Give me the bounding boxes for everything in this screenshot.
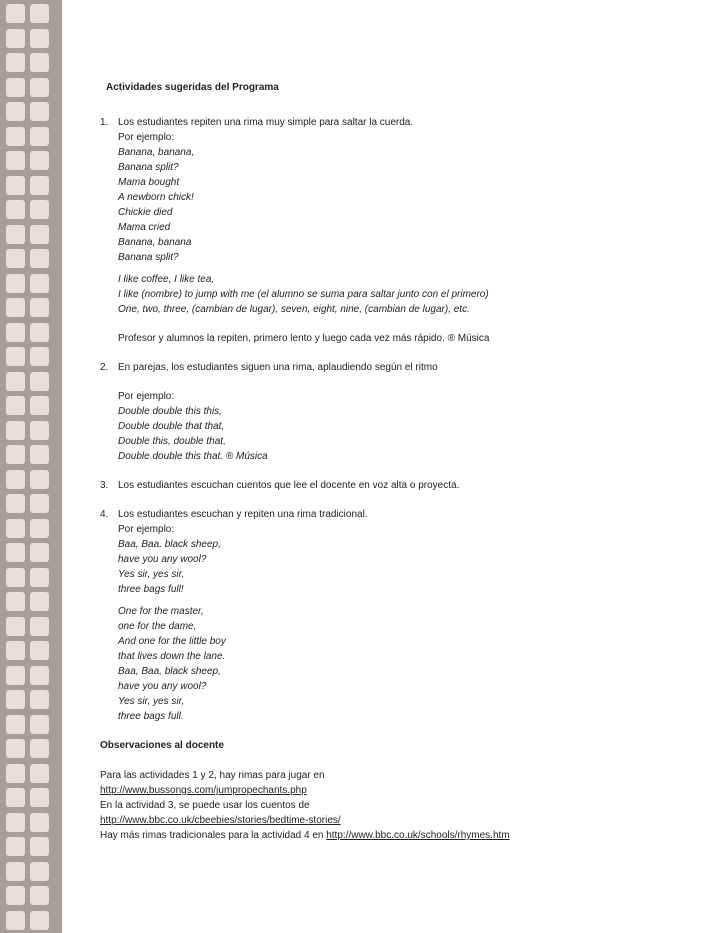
decorative-square bbox=[6, 298, 25, 317]
resource-link[interactable]: http://www.bbc.co.uk/cbeebies/stories/bedtime-stories/ bbox=[100, 815, 341, 826]
observation-line: En la actividad 3, se puede usar los cuentos de bbox=[100, 800, 310, 811]
item-number: 3. bbox=[100, 480, 109, 491]
decorative-square bbox=[30, 78, 49, 97]
decorative-square bbox=[30, 617, 49, 636]
decorative-square bbox=[30, 715, 49, 734]
decorative-square bbox=[6, 641, 25, 660]
decorative-square bbox=[6, 666, 25, 685]
rhyme-line: Yes sir, yes sir, bbox=[118, 696, 185, 707]
observations-title: Observaciones al docente bbox=[100, 740, 224, 751]
decorative-square bbox=[6, 200, 25, 219]
rhyme-line: I like coffee, I like tea, bbox=[118, 274, 215, 285]
decorative-square bbox=[30, 813, 49, 832]
rhyme-line: three bags full. bbox=[118, 711, 184, 722]
example-label: Por ejemplo: bbox=[118, 132, 175, 143]
decorative-square bbox=[30, 4, 49, 23]
decorative-square bbox=[30, 739, 49, 758]
activity-item-3 bbox=[100, 478, 660, 493]
rhyme-line: And one for the little boy bbox=[118, 636, 226, 647]
decorative-square bbox=[6, 78, 25, 97]
decorative-square bbox=[6, 4, 25, 23]
decorative-square bbox=[30, 298, 49, 317]
page-title: Actividades sugeridas del Programa bbox=[106, 82, 279, 93]
rhyme-line: Double double this that. ® Música bbox=[118, 451, 268, 462]
rhyme-line: Baa, Baa, black sheep, bbox=[118, 539, 221, 550]
rhyme-line: One, two, three, (cambian de lugar), seven, eight, nine, (cambian de lugar), etc. bbox=[118, 304, 470, 315]
observation-line: Hay más rimas tradicionales para la actividad 4 en bbox=[100, 830, 324, 841]
decorative-square bbox=[30, 543, 49, 562]
decorative-square bbox=[6, 592, 25, 611]
decorative-square bbox=[6, 568, 25, 587]
decorative-square bbox=[30, 886, 49, 905]
decorative-square bbox=[6, 151, 25, 170]
document-page bbox=[100, 80, 660, 843]
activity-item-4 bbox=[100, 507, 660, 724]
rhyme-line: Mama cried bbox=[118, 222, 171, 233]
decorative-square bbox=[6, 249, 25, 268]
decorative-square bbox=[30, 470, 49, 489]
decorative-square bbox=[6, 886, 25, 905]
decorative-square bbox=[30, 641, 49, 660]
decorative-square bbox=[6, 837, 25, 856]
item-number: 2. bbox=[100, 362, 109, 373]
decorative-square bbox=[6, 225, 25, 244]
decorative-square bbox=[6, 715, 25, 734]
decorative-square bbox=[30, 519, 49, 538]
resource-link[interactable]: http://www.bbc.co.uk/schools/rhymes.htm bbox=[326, 830, 510, 841]
decorative-square bbox=[30, 494, 49, 513]
rhyme-line: have you any wool? bbox=[118, 681, 207, 692]
rhyme-line: Banana, banana, bbox=[118, 147, 195, 158]
rhyme-line: Double this, double that, bbox=[118, 436, 226, 447]
decorative-square bbox=[30, 837, 49, 856]
rhyme-line: One for the master, bbox=[118, 606, 204, 617]
decorative-square bbox=[6, 421, 25, 440]
decorative-square bbox=[30, 151, 49, 170]
decorative-square bbox=[30, 396, 49, 415]
rhyme-line: that lives down the lane. bbox=[118, 651, 226, 662]
item-text: Los estudiantes escuchan y repiten una rima tradicional. bbox=[118, 509, 368, 520]
decorative-side-strip bbox=[0, 0, 62, 933]
decorative-square bbox=[6, 470, 25, 489]
rhyme-line: A newborn chick! bbox=[118, 192, 194, 203]
decorative-square bbox=[30, 102, 49, 121]
decorative-square bbox=[6, 739, 25, 758]
decorative-square bbox=[30, 445, 49, 464]
decorative-square bbox=[30, 421, 49, 440]
item-text: Los estudiantes escuchan cuentos que lee el docente en voz alta o proyecta. bbox=[118, 480, 460, 491]
decorative-square bbox=[30, 862, 49, 881]
rhyme-line: Banana split? bbox=[118, 252, 179, 263]
activity-item-1 bbox=[100, 115, 660, 346]
decorative-square bbox=[6, 347, 25, 366]
decorative-square bbox=[6, 29, 25, 48]
decorative-square bbox=[30, 764, 49, 783]
rhyme-line: Double double this this, bbox=[118, 406, 222, 417]
example-label: Por ejemplo: bbox=[118, 524, 175, 535]
rhyme-line: have you any wool? bbox=[118, 554, 207, 565]
decorative-square bbox=[30, 592, 49, 611]
decorative-square bbox=[30, 690, 49, 709]
decorative-square bbox=[30, 666, 49, 685]
decorative-square bbox=[6, 494, 25, 513]
decorative-square bbox=[30, 323, 49, 342]
rhyme-line: Mama bought bbox=[118, 177, 180, 188]
decorative-square bbox=[30, 127, 49, 146]
decorative-square bbox=[30, 249, 49, 268]
decorative-square bbox=[6, 690, 25, 709]
rhyme-line: Chickie died bbox=[118, 207, 173, 218]
decorative-square bbox=[6, 274, 25, 293]
item-note: Profesor y alumnos la repiten, primero lento y luego cada vez más rápido. ® Música bbox=[118, 333, 490, 344]
decorative-square bbox=[30, 225, 49, 244]
decorative-square bbox=[6, 813, 25, 832]
decorative-square bbox=[6, 519, 25, 538]
decorative-square bbox=[30, 372, 49, 391]
rhyme-line: Double double that that, bbox=[118, 421, 225, 432]
rhyme-line: Baa, Baa, black sheep, bbox=[118, 666, 221, 677]
decorative-square bbox=[6, 911, 25, 930]
decorative-square bbox=[30, 788, 49, 807]
decorative-square bbox=[30, 176, 49, 195]
decorative-square bbox=[30, 200, 49, 219]
item-number: 1. bbox=[100, 117, 109, 128]
decorative-square bbox=[6, 543, 25, 562]
rhyme-line: one for the dame, bbox=[118, 621, 197, 632]
decorative-square bbox=[30, 29, 49, 48]
rhyme-line: three bags full! bbox=[118, 584, 184, 595]
item-text: Los estudiantes repiten una rima muy simple para saltar la cuerda. bbox=[118, 117, 414, 128]
teacher-observations bbox=[100, 738, 660, 843]
decorative-square bbox=[6, 102, 25, 121]
decorative-square bbox=[6, 323, 25, 342]
decorative-square bbox=[30, 274, 49, 293]
observation-line: Para las actividades 1 y 2, hay rimas para jugar en bbox=[100, 770, 325, 781]
decorative-square bbox=[6, 176, 25, 195]
decorative-square bbox=[6, 396, 25, 415]
item-number: 4. bbox=[100, 509, 109, 520]
decorative-square bbox=[6, 862, 25, 881]
rhyme-line: Yes sir, yes sir, bbox=[118, 569, 185, 580]
decorative-square bbox=[6, 127, 25, 146]
resource-link[interactable]: http://www.bussongs.com/jumpropechants.php bbox=[100, 785, 307, 796]
item-text: En parejas, los estudiantes siguen una rima, aplaudiendo según el ritmo bbox=[118, 362, 438, 373]
decorative-square bbox=[30, 911, 49, 930]
rhyme-line: Banana split? bbox=[118, 162, 179, 173]
activity-item-2 bbox=[100, 360, 660, 464]
decorative-square bbox=[6, 764, 25, 783]
decorative-square bbox=[6, 617, 25, 636]
decorative-square bbox=[6, 788, 25, 807]
decorative-square bbox=[30, 53, 49, 72]
observation-line-3 bbox=[100, 828, 660, 843]
rhyme-line: Banana, banana bbox=[118, 237, 192, 248]
decorative-square bbox=[30, 347, 49, 366]
example-label: Por ejemplo: bbox=[118, 391, 175, 402]
decorative-square bbox=[6, 372, 25, 391]
rhyme-line: I like (nombre) to jump with me (el alumno se suma para saltar junto con el primero) bbox=[118, 289, 489, 300]
decorative-square bbox=[6, 53, 25, 72]
decorative-square bbox=[6, 445, 25, 464]
decorative-square bbox=[30, 568, 49, 587]
